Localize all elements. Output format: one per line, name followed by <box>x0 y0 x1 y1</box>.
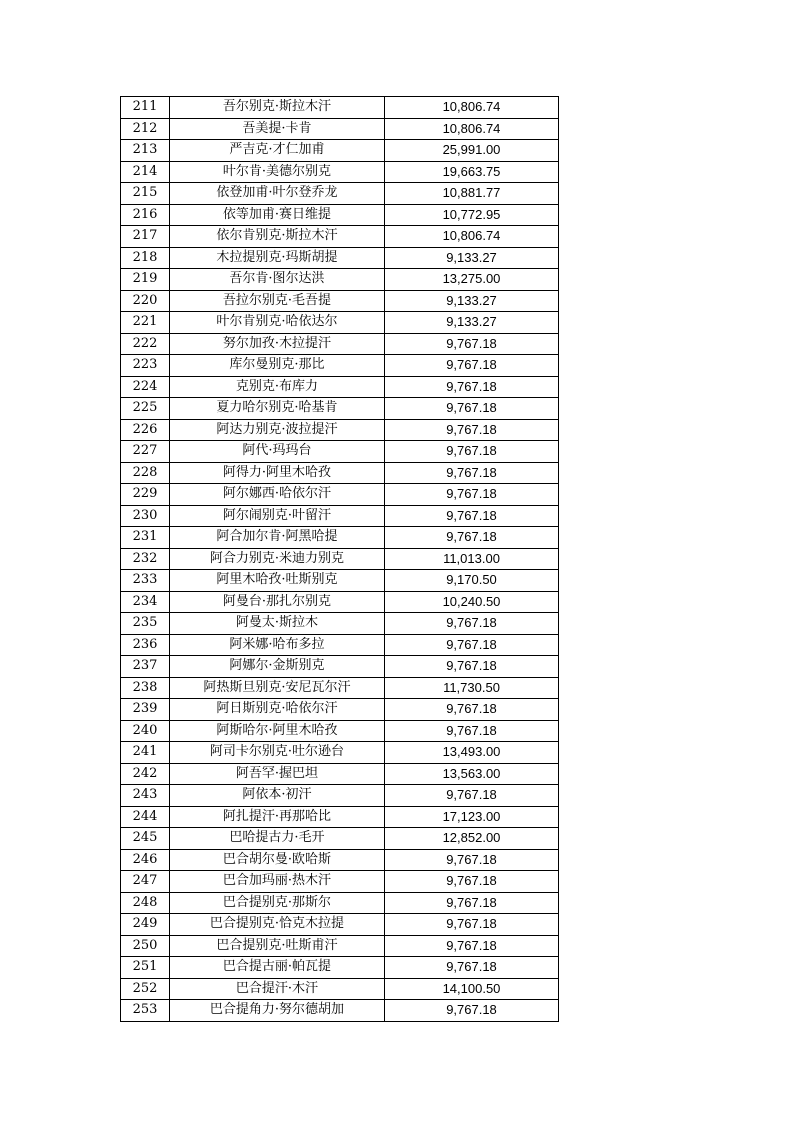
amount-cell: 9,767.18 <box>385 849 559 871</box>
name-cell: 叶尔肯别克·哈依达尔 <box>170 312 385 334</box>
amount-cell: 9,767.18 <box>385 527 559 549</box>
table-row <box>121 161 559 183</box>
row-number-cell: 215 <box>121 183 170 205</box>
row-number-cell: 237 <box>121 656 170 678</box>
table-row <box>121 484 559 506</box>
name-cell: 阿娜尔·金斯别克 <box>170 656 385 678</box>
table-row <box>121 312 559 334</box>
name-cell: 阿日斯别克·哈依尔汗 <box>170 699 385 721</box>
amount-cell: 11,013.00 <box>385 548 559 570</box>
row-number-cell: 240 <box>121 720 170 742</box>
table-row <box>121 634 559 656</box>
name-cell: 吾尔肯·图尔达洪 <box>170 269 385 291</box>
name-cell: 巴合提别克·吐斯甫汗 <box>170 935 385 957</box>
row-number-cell: 236 <box>121 634 170 656</box>
table-row <box>121 376 559 398</box>
table-row <box>121 978 559 1000</box>
table-row <box>121 548 559 570</box>
table-row <box>121 226 559 248</box>
amount-cell: 13,563.00 <box>385 763 559 785</box>
table-row <box>121 677 559 699</box>
name-cell: 依尔肯别克·斯拉木汗 <box>170 226 385 248</box>
table-row <box>121 419 559 441</box>
row-number-cell: 218 <box>121 247 170 269</box>
amount-cell: 10,806.74 <box>385 97 559 119</box>
amount-cell: 13,275.00 <box>385 269 559 291</box>
row-number-cell: 235 <box>121 613 170 635</box>
row-number-cell: 227 <box>121 441 170 463</box>
amount-cell: 9,767.18 <box>385 785 559 807</box>
name-cell: 阿达力别克·波拉提汗 <box>170 419 385 441</box>
name-cell: 巴合提别克·那斯尔 <box>170 892 385 914</box>
name-cell: 阿司卡尔别克·吐尔逊台 <box>170 742 385 764</box>
table-row <box>121 656 559 678</box>
row-number-cell: 221 <box>121 312 170 334</box>
amount-cell: 9,767.18 <box>385 505 559 527</box>
name-cell: 吾拉尔别克·毛吾提 <box>170 290 385 312</box>
amount-cell: 9,767.18 <box>385 914 559 936</box>
row-number-cell: 231 <box>121 527 170 549</box>
name-cell: 库尔曼别克·那比 <box>170 355 385 377</box>
name-cell: 严吉克·才仁加甫 <box>170 140 385 162</box>
name-cell: 阿米娜·哈布多拉 <box>170 634 385 656</box>
row-number-cell: 217 <box>121 226 170 248</box>
table-row <box>121 441 559 463</box>
amount-cell: 9,767.18 <box>385 419 559 441</box>
row-number-cell: 244 <box>121 806 170 828</box>
roster-table-body <box>121 97 559 1022</box>
table-row <box>121 505 559 527</box>
table-row <box>121 118 559 140</box>
name-cell: 吾尔别克·斯拉木汗 <box>170 97 385 119</box>
name-cell: 阿扎提汗·再那哈比 <box>170 806 385 828</box>
amount-cell: 9,767.18 <box>385 613 559 635</box>
name-cell: 努尔加孜·木拉提汗 <box>170 333 385 355</box>
table-row <box>121 1000 559 1022</box>
amount-cell: 9,767.18 <box>385 634 559 656</box>
table-row <box>121 720 559 742</box>
row-number-cell: 219 <box>121 269 170 291</box>
row-number-cell: 232 <box>121 548 170 570</box>
amount-cell: 9,767.18 <box>385 699 559 721</box>
amount-cell: 9,767.18 <box>385 333 559 355</box>
row-number-cell: 223 <box>121 355 170 377</box>
amount-cell: 12,852.00 <box>385 828 559 850</box>
amount-cell: 25,991.00 <box>385 140 559 162</box>
amount-cell: 13,493.00 <box>385 742 559 764</box>
table-row <box>121 871 559 893</box>
table-row <box>121 785 559 807</box>
table-row <box>121 247 559 269</box>
row-number-cell: 251 <box>121 957 170 979</box>
table-row <box>121 935 559 957</box>
name-cell: 巴合提角力·努尔德胡加 <box>170 1000 385 1022</box>
table-row <box>121 763 559 785</box>
table-row <box>121 914 559 936</box>
name-cell: 阿合加尔肯·阿黑哈提 <box>170 527 385 549</box>
table-row <box>121 269 559 291</box>
name-cell: 巴合提汗·木汗 <box>170 978 385 1000</box>
row-number-cell: 225 <box>121 398 170 420</box>
name-cell: 阿尔闹别克·叶留汗 <box>170 505 385 527</box>
name-cell: 阿吾罕·握巴坦 <box>170 763 385 785</box>
table-row <box>121 290 559 312</box>
amount-cell: 11,730.50 <box>385 677 559 699</box>
amount-cell: 9,767.18 <box>385 376 559 398</box>
name-cell: 阿合力别克·米迪力别克 <box>170 548 385 570</box>
row-number-cell: 213 <box>121 140 170 162</box>
row-number-cell: 242 <box>121 763 170 785</box>
row-number-cell: 243 <box>121 785 170 807</box>
amount-cell: 9,767.18 <box>385 892 559 914</box>
row-number-cell: 241 <box>121 742 170 764</box>
name-cell: 克别克·布库力 <box>170 376 385 398</box>
row-number-cell: 247 <box>121 871 170 893</box>
amount-cell: 9,767.18 <box>385 484 559 506</box>
row-number-cell: 233 <box>121 570 170 592</box>
name-cell: 阿里木哈孜·吐斯别克 <box>170 570 385 592</box>
amount-cell: 9,767.18 <box>385 871 559 893</box>
name-cell: 巴合加玛丽·热木汗 <box>170 871 385 893</box>
amount-cell: 10,240.50 <box>385 591 559 613</box>
table-row <box>121 398 559 420</box>
name-cell: 叶尔肯·美德尔别克 <box>170 161 385 183</box>
name-cell: 夏力哈尔别克·哈基肯 <box>170 398 385 420</box>
name-cell: 吾美提·卡肯 <box>170 118 385 140</box>
name-cell: 阿代·玛玛台 <box>170 441 385 463</box>
amount-cell: 19,663.75 <box>385 161 559 183</box>
table-row <box>121 742 559 764</box>
row-number-cell: 250 <box>121 935 170 957</box>
amount-cell: 9,767.18 <box>385 957 559 979</box>
table-row <box>121 140 559 162</box>
amount-cell: 9,767.18 <box>385 355 559 377</box>
table-row <box>121 204 559 226</box>
table-row <box>121 892 559 914</box>
row-number-cell: 212 <box>121 118 170 140</box>
table-row <box>121 527 559 549</box>
amount-cell: 9,767.18 <box>385 1000 559 1022</box>
row-number-cell: 253 <box>121 1000 170 1022</box>
amount-cell: 9,133.27 <box>385 247 559 269</box>
name-cell: 阿依本·初汗 <box>170 785 385 807</box>
row-number-cell: 226 <box>121 419 170 441</box>
table-row <box>121 183 559 205</box>
amount-cell: 9,767.18 <box>385 935 559 957</box>
table-row <box>121 570 559 592</box>
name-cell: 巴合胡尔曼·欧哈斯 <box>170 849 385 871</box>
name-cell: 阿曼太·斯拉木 <box>170 613 385 635</box>
name-cell: 阿斯哈尔·阿里木哈孜 <box>170 720 385 742</box>
amount-cell: 14,100.50 <box>385 978 559 1000</box>
row-number-cell: 252 <box>121 978 170 1000</box>
name-cell: 依等加甫·赛日维提 <box>170 204 385 226</box>
row-number-cell: 211 <box>121 97 170 119</box>
table-row <box>121 828 559 850</box>
table-row <box>121 957 559 979</box>
table-row <box>121 355 559 377</box>
amount-cell: 10,806.74 <box>385 226 559 248</box>
row-number-cell: 248 <box>121 892 170 914</box>
row-number-cell: 222 <box>121 333 170 355</box>
amount-cell: 17,123.00 <box>385 806 559 828</box>
amount-cell: 9,170.50 <box>385 570 559 592</box>
amount-cell: 9,767.18 <box>385 462 559 484</box>
table-row <box>121 333 559 355</box>
amount-cell: 9,767.18 <box>385 398 559 420</box>
row-number-cell: 238 <box>121 677 170 699</box>
name-cell: 阿热斯旦别克·安尼瓦尔汗 <box>170 677 385 699</box>
table-row <box>121 97 559 119</box>
row-number-cell: 220 <box>121 290 170 312</box>
amount-cell: 10,772.95 <box>385 204 559 226</box>
row-number-cell: 239 <box>121 699 170 721</box>
table-row <box>121 699 559 721</box>
row-number-cell: 228 <box>121 462 170 484</box>
table-row <box>121 613 559 635</box>
row-number-cell: 246 <box>121 849 170 871</box>
name-cell: 木拉提别克·玛斯胡提 <box>170 247 385 269</box>
name-cell: 巴合提别克·恰克木拉提 <box>170 914 385 936</box>
table-row <box>121 591 559 613</box>
name-cell: 阿得力·阿里木哈孜 <box>170 462 385 484</box>
name-cell: 巴哈提古力·毛开 <box>170 828 385 850</box>
row-number-cell: 214 <box>121 161 170 183</box>
amount-cell: 10,806.74 <box>385 118 559 140</box>
row-number-cell: 230 <box>121 505 170 527</box>
row-number-cell: 249 <box>121 914 170 936</box>
amount-cell: 9,133.27 <box>385 290 559 312</box>
table-row <box>121 462 559 484</box>
name-cell: 依登加甫·叶尔登乔龙 <box>170 183 385 205</box>
table-row <box>121 806 559 828</box>
name-cell: 阿尔娜西·哈依尔汗 <box>170 484 385 506</box>
amount-cell: 9,767.18 <box>385 656 559 678</box>
table-row <box>121 849 559 871</box>
amount-cell: 9,767.18 <box>385 441 559 463</box>
name-cell: 巴合提古丽·帕瓦提 <box>170 957 385 979</box>
row-number-cell: 216 <box>121 204 170 226</box>
row-number-cell: 229 <box>121 484 170 506</box>
roster-table <box>120 96 559 1022</box>
row-number-cell: 245 <box>121 828 170 850</box>
amount-cell: 10,881.77 <box>385 183 559 205</box>
row-number-cell: 234 <box>121 591 170 613</box>
amount-cell: 9,767.18 <box>385 720 559 742</box>
name-cell: 阿曼台·那扎尔别克 <box>170 591 385 613</box>
row-number-cell: 224 <box>121 376 170 398</box>
amount-cell: 9,133.27 <box>385 312 559 334</box>
